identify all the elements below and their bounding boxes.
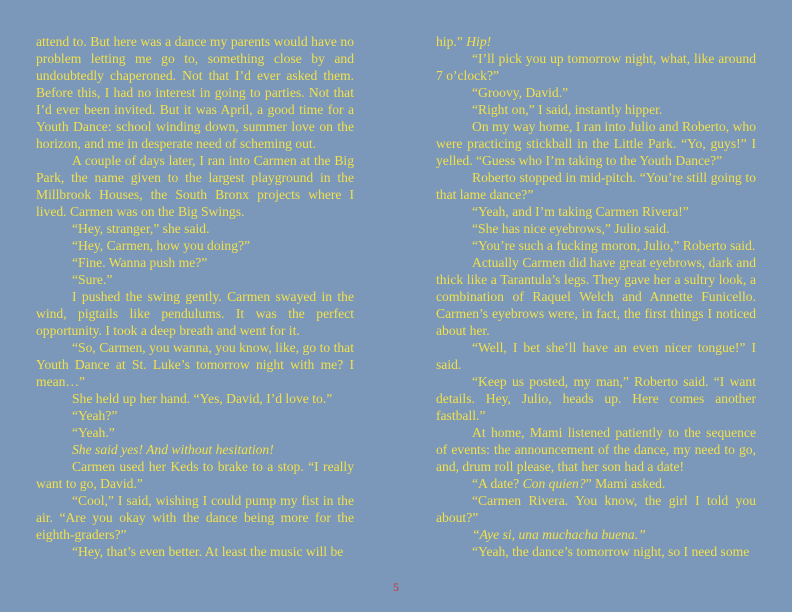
paragraph: “Sure.” xyxy=(72,272,113,287)
paragraph: “Right on,” I said, instantly hipper. xyxy=(472,102,663,117)
paragraph: “Well, I bet she’ll have an even nicer tongue!” I said. xyxy=(436,340,756,372)
paragraph: “Yeah.” xyxy=(72,425,115,440)
paragraph: “Keep us posted, my man,” Roberto said. “I want details. Hey, Julio, heads up. Here comes another fastball.” xyxy=(436,374,756,423)
paragraph: “So, Carmen, you wanna, you know, like, go to that Youth Dance at St. Luke’s tomorrow night with me? I mean…” xyxy=(36,340,354,389)
paragraph: “Groovy, David.” xyxy=(472,85,569,100)
paragraph: “Cool,” I said, wishing I could pump my fist in the air. “Are you okay with the dance being more for the eighth-graders?” xyxy=(36,493,354,542)
text-run: ” Mami asked. xyxy=(585,476,666,491)
paragraph: On my way home, I ran into Julio and Roberto, who were practicing stickball in the Little Park. “Yo, guys!” I yelled. “Guess who I’m taking to the Youth Dance?” xyxy=(436,119,756,168)
page-number: 5 xyxy=(393,580,399,594)
left-text-column xyxy=(36,33,354,560)
paragraph: She held up her hand. “Yes, David, I’d love to.” xyxy=(72,391,333,406)
paragraph-italic xyxy=(436,526,756,543)
paragraph: Roberto stopped in mid-pitch. “You’re still going to that lame dance?” xyxy=(436,170,756,202)
paragraph: At home, Mami listened patiently to the sequence of events: the announcement of the dance, my need to go, and, drum roll please, that her son had a date! xyxy=(436,425,756,474)
italic-thought: She said yes! And without hesitation! xyxy=(72,442,274,457)
paragraph: “Hey, stranger,” she said. xyxy=(72,221,210,236)
italic-phrase: “Aye si, una muchacha buena.” xyxy=(472,527,646,542)
paragraph: “She has nice eyebrows,” Julio said. xyxy=(472,221,670,236)
paragraph: “Yeah?” xyxy=(72,408,118,423)
paragraph: I pushed the swing gently. Carmen swayed in the wind, pigtails like pendulums. It was the perfect opportunity. I took a deep breath and went for it. xyxy=(36,289,354,338)
paragraph xyxy=(436,33,756,50)
text-run: hip.” xyxy=(436,34,463,49)
italic-word: Hip! xyxy=(466,34,492,49)
paragraph: “I’ll pick you up tomorrow night, what, like around 7 o’clock?” xyxy=(436,51,756,83)
paragraph: “Hey, Carmen, how you doing?” xyxy=(72,238,251,253)
italic-phrase: Con quien? xyxy=(522,476,586,491)
paragraph: “Yeah, the dance’s tomorrow night, so I need some xyxy=(472,544,750,559)
paragraph: “Carmen Rivera. You know, the girl I told you about?” xyxy=(436,493,756,525)
right-text-column xyxy=(436,33,756,560)
paragraph: attend to. But here was a dance my parents would have no problem letting me go to, something close by and undoubtedly chaperoned. Not that I’d ever asked them. Before this, I had no interest in going to parties. Not that I’d ever been invited. But it was April, a good time for a Youth Dance: school winding down, summer love on the horizon, and me in desperate need of scheming out. xyxy=(36,34,354,151)
paragraph: Carmen used her Keds to brake to a stop. “I really want to go, David.” xyxy=(36,459,354,491)
paragraph: “Fine. Wanna push me?” xyxy=(72,255,208,270)
paragraph: “Hey, that’s even better. At least the music will be xyxy=(72,544,344,559)
paragraph: A couple of days later, I ran into Carmen at the Big Park, the name given to the largest playground in the Millbrook Houses, the South Bronx projects where I lived. Carmen was on the Big Swings. xyxy=(36,153,354,219)
text-run: “A date? xyxy=(472,476,520,491)
paragraph: “Yeah, and I’m taking Carmen Rivera!” xyxy=(472,204,689,219)
paragraph: Actually Carmen did have great eyebrows, dark and thick like a Tarantula’s legs. They gave her a sultry look, a combination of Raquel Welch and Annette Funicello. Carmen’s eyebrows were, in fact, the first things I noticed about her. xyxy=(436,255,756,338)
paragraph xyxy=(436,475,756,492)
paragraph: “You’re such a fucking moron, Julio,” Roberto said. xyxy=(472,238,756,253)
paragraph-italic xyxy=(36,441,354,458)
